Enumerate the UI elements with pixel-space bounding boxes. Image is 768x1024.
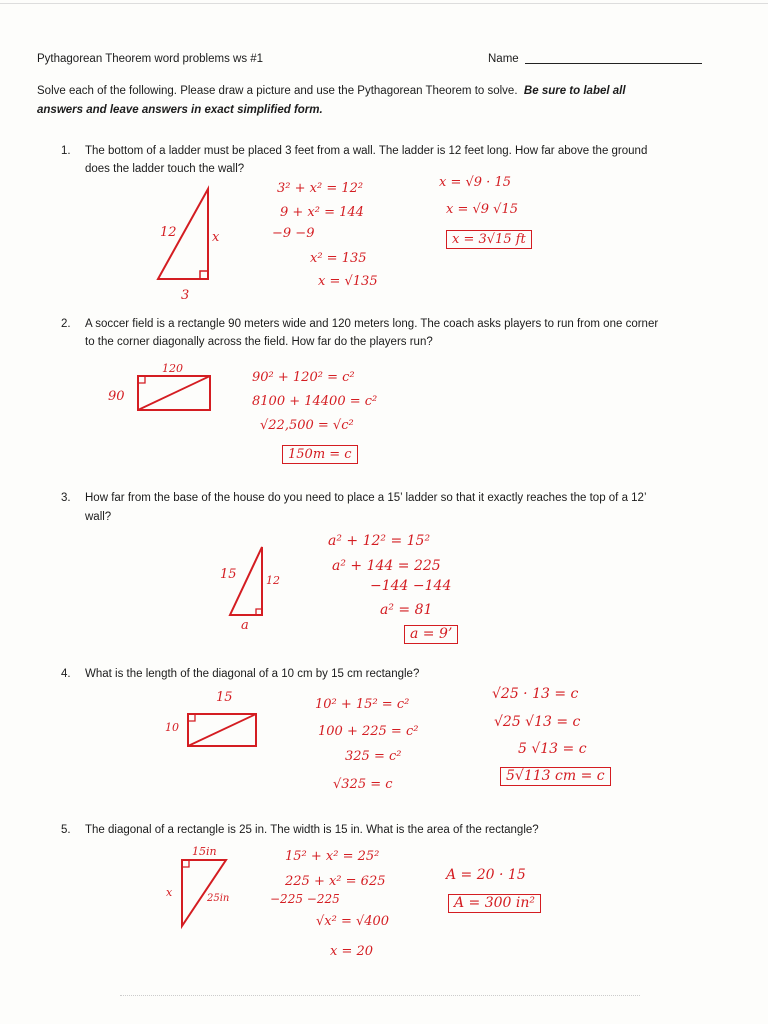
problem-5-work-2: 225 + x² = 625 [285,874,386,889]
problem-4-work-5: √25 · 13 = c [492,686,579,702]
problem-4-work-1: 10² + 15² = c² [315,697,410,712]
problem-5-fig-hyp-label: 25in [207,893,230,904]
name-label: Name [488,53,519,65]
problem-1-work-2: 9 + x² = 144 [280,205,364,220]
problem-2-number: 2. [61,318,71,330]
problem-5-work-4: √x² = √400 [316,914,390,929]
scan-edge-top [0,3,768,4]
name-blank-line [525,63,702,64]
problem-5-work-1: 15² + x² = 25² [285,849,380,864]
problem-3-work-2: a² + 144 = 225 [332,558,441,574]
problem-3-work-3: −144 −144 [370,578,452,594]
problem-2-work-3: √22,500 = √c² [260,418,354,433]
problem-1-text-line2: does the ladder touch the wall? [85,163,245,175]
problem-3-fig-side-label: 12 [266,574,280,587]
problem-3-fig-hyp-label: 15 [220,567,237,582]
problem-1-work-5: x = √135 [318,274,378,289]
problem-1-work-4: x² = 135 [310,251,367,266]
problem-5-work-6: A = 20 · 15 [446,867,526,883]
problem-2-answer: 150m = c [282,445,358,464]
problem-3-number: 3. [61,492,71,504]
problem-1-work-6: x = √9 · 15 [439,175,511,190]
problem-3-fig-base-label: a [241,618,249,633]
problem-2-rectangle-figure [130,370,220,415]
problem-1-number: 1. [61,145,71,157]
problem-2-work-2: 8100 + 14400 = c² [252,394,378,409]
problem-5-work-3: −225 −225 [270,892,340,906]
instructions-text [37,84,626,98]
problem-4-number: 4. [61,668,71,680]
problem-3-work-1: a² + 12² = 15² [328,533,431,549]
problem-5-number: 5. [61,824,71,836]
problem-3-text-line1: How far from the base of the house do you need to place a 15’ ladder so that it exactly reaches the top of a 12’ [85,492,647,504]
problem-5-answer: A = 300 in² [448,894,541,913]
problem-4-work-2: 100 + 225 = c² [318,724,419,739]
problem-1-fig-base-label: 3 [181,288,190,303]
problem-4-text-line1: What is the length of the diagonal of a 10 cm by 15 cm rectangle? [85,668,420,680]
instructions-emphasis-1: Be sure to label all [523,85,626,97]
scan-edge-bottom [120,995,640,996]
problem-2-text-line2: to the corner diagonally across the field. How far do the players run? [85,336,433,348]
problem-4-fig-left-label: 10 [165,721,179,734]
problem-4-rectangle-figure [182,708,262,750]
instructions-emphasis-2: answers and leave answers in exact simplified form. [37,104,323,116]
problem-4-work-7: 5 √13 = c [518,741,587,757]
worksheet-title: Pythagorean Theorem word problems ws #1 [37,53,264,65]
problem-5-fig-left-label: x [166,886,173,899]
problem-1-work-3: −9 −9 [272,226,315,241]
problem-1-answer: x = 3√15 ft [446,230,532,249]
problem-4-work-6: √25 √13 = c [494,714,581,730]
problem-1-fig-hyp-label: 12 [160,225,177,240]
problem-2-fig-left-label: 90 [108,389,125,404]
problem-1-fig-side-label: x [212,230,220,245]
problem-2-work-1: 90² + 120² = c² [252,370,355,385]
problem-5-text-line1: The diagonal of a rectangle is 25 in. The width is 15 in. What is the area of the rectangle? [85,824,539,836]
problem-5-work-5: x = 20 [330,944,374,959]
problem-1-work-7: x = √9 √15 [446,202,519,217]
problem-3-work-4: a² = 81 [380,602,433,618]
problem-4-answer: 5√113 cm = c [500,767,611,786]
problem-1-text-line1: The bottom of a ladder must be placed 3 feet from a wall. The ladder is 12 feet long. How far above the ground [85,145,648,157]
problem-5-fig-top-label: 15in [192,845,217,858]
problem-2-text-line1: A soccer field is a rectangle 90 meters wide and 120 meters long. The coach asks players to run from one corner [85,318,659,330]
problem-4-work-4: √325 = c [333,777,393,792]
problem-4-work-3: 325 = c² [345,749,402,764]
problem-1-work-1: 3² + x² = 12² [277,181,364,196]
problem-2-fig-top-label: 120 [162,362,183,375]
problem-3-answer: a = 9’ [404,625,458,644]
instructions-plain: Solve each of the following. Please draw a picture and use the Pythagorean Theorem to solve. [37,85,518,97]
problem-4-fig-top-label: 15 [216,690,233,705]
problem-3-text-line2: wall? [85,511,112,523]
